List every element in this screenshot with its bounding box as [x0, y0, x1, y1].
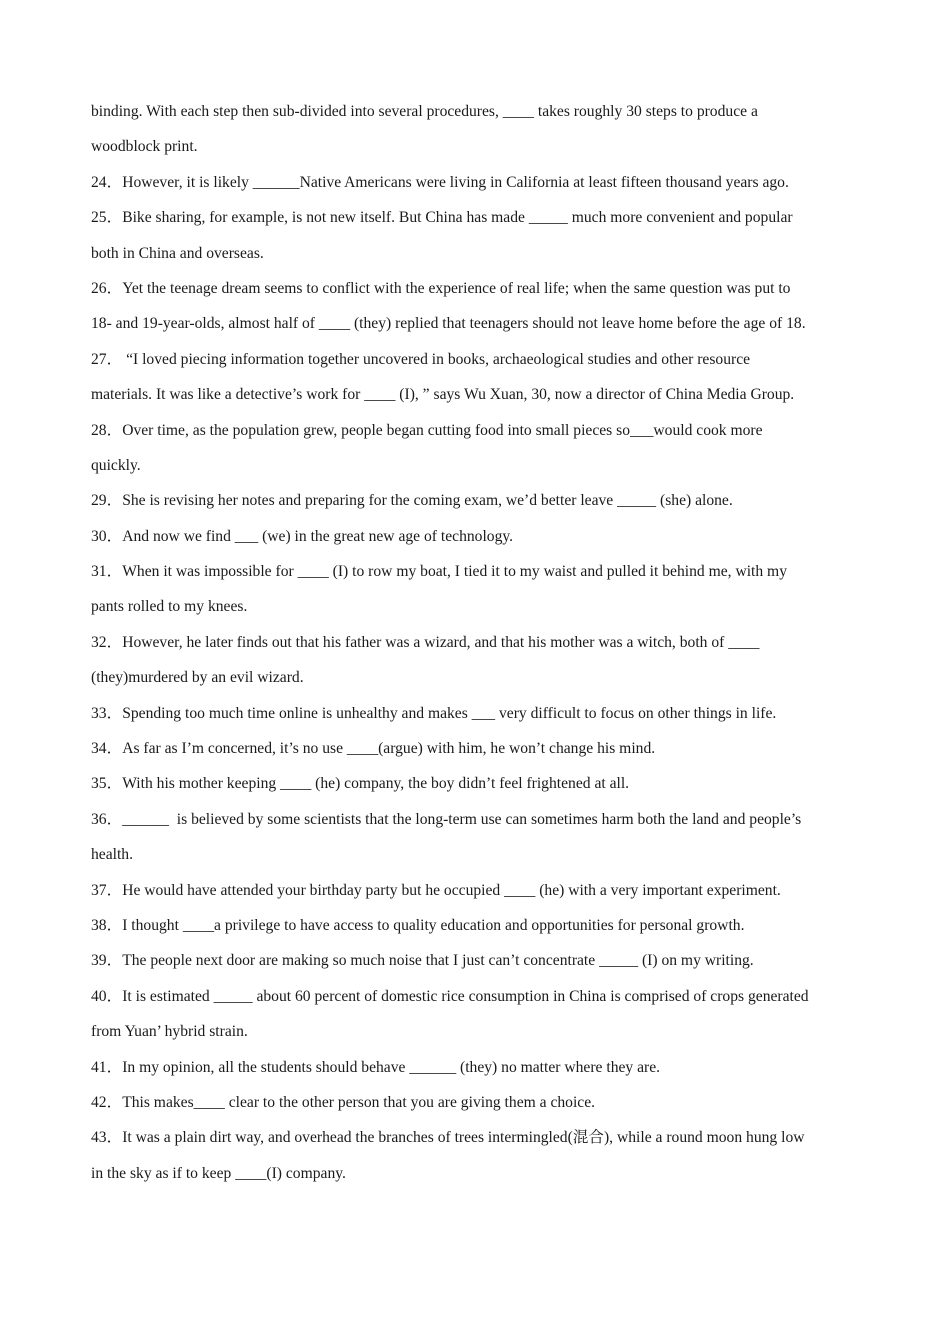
question-28: 28．Over time, as the population grew, people began cutting food into small pieces so___would cook more	[91, 421, 763, 439]
question-30: 30．And now we find ___ (we) in the great new age of technology.	[91, 527, 514, 545]
text-line: binding. With each step then sub-divided into several procedures, ____ takes roughly 30 steps to produce a	[91, 103, 758, 120]
text-line: pants rolled to my knees.	[91, 598, 248, 616]
text-line: 18- and 19-year-olds, almost half of ____ (they) replied that teenagers should not leave home before the age of 18.	[91, 315, 806, 333]
question-38: 38．I thought ____a privilege to have access to quality education and opportunities for personal growth.	[91, 916, 745, 934]
text-line: (they)murdered by an evil wizard.	[91, 669, 304, 687]
question-36: 36．______ is believed by some scientists that the long-term use can sometimes harm both the land and people’s	[91, 810, 802, 828]
question-41: 41．In my opinion, all the students should behave ______ (they) no matter where they are.	[91, 1058, 661, 1076]
question-27: 27． “I loved piecing information together uncovered in books, archaeological studies and other resource	[91, 350, 751, 368]
question-42: 42．This makes____ clear to the other person that you are giving them a choice.	[91, 1093, 596, 1111]
question-39: 39．The people next door are making so much noise that I just can’t concentrate _____ (I) on my writing.	[91, 952, 754, 970]
question-32: 32．However, he later finds out that his father was a wizard, and that his mother was a witch, both of ____	[91, 633, 760, 651]
text-line: in the sky as if to keep ____(I) company.	[91, 1164, 346, 1182]
question-33: 33．Spending too much time online is unhealthy and makes ___ very difficult to focus on other things in life.	[91, 704, 777, 722]
text-line: woodblock print.	[91, 138, 198, 156]
question-34: 34．As far as I’m concerned, it’s no use ____(argue) with him, he won’t change his mind.	[91, 740, 656, 758]
exercise-text	[91, 94, 866, 1191]
question-29: 29．She is revising her notes and preparing for the coming exam, we’d better leave _____ (she) alone.	[91, 492, 733, 510]
text-line: from Yuan’ hybrid strain.	[91, 1023, 248, 1041]
question-25: 25．Bike sharing, for example, is not new itself. But China has made _____ much more convenient and popular	[91, 209, 793, 227]
question-43: 43．It was a plain dirt way, and overhead the branches of trees intermingled(混合), while a round moon hung low	[91, 1129, 805, 1147]
question-35: 35．With his mother keeping ____ (he) company, the boy didn’t feel frightened at all.	[91, 775, 630, 793]
text-line: health.	[91, 846, 133, 864]
question-37: 37．He would have attended your birthday party but he occupied ____ (he) with a very important experiment.	[91, 881, 781, 899]
question-26: 26．Yet the teenage dream seems to conflict with the experience of real life; when the same question was put to	[91, 279, 791, 297]
text-line: both in China and overseas.	[91, 244, 264, 262]
question-31: 31．When it was impossible for ____ (I) to row my boat, I tied it to my waist and pulled it behind me, with my	[91, 563, 787, 581]
question-24: 24．However, it is likely ______Native Americans were living in California at least fifteen thousand years ago.	[91, 173, 789, 191]
question-40: 40．It is estimated _____ about 60 percent of domestic rice consumption in China is comprised of crops generated	[91, 987, 809, 1005]
text-line: materials. It was like a detective’s work for ____ (I), ” says Wu Xuan, 30, now a director of China Media Group.	[91, 386, 795, 404]
text-line: quickly.	[91, 456, 141, 474]
